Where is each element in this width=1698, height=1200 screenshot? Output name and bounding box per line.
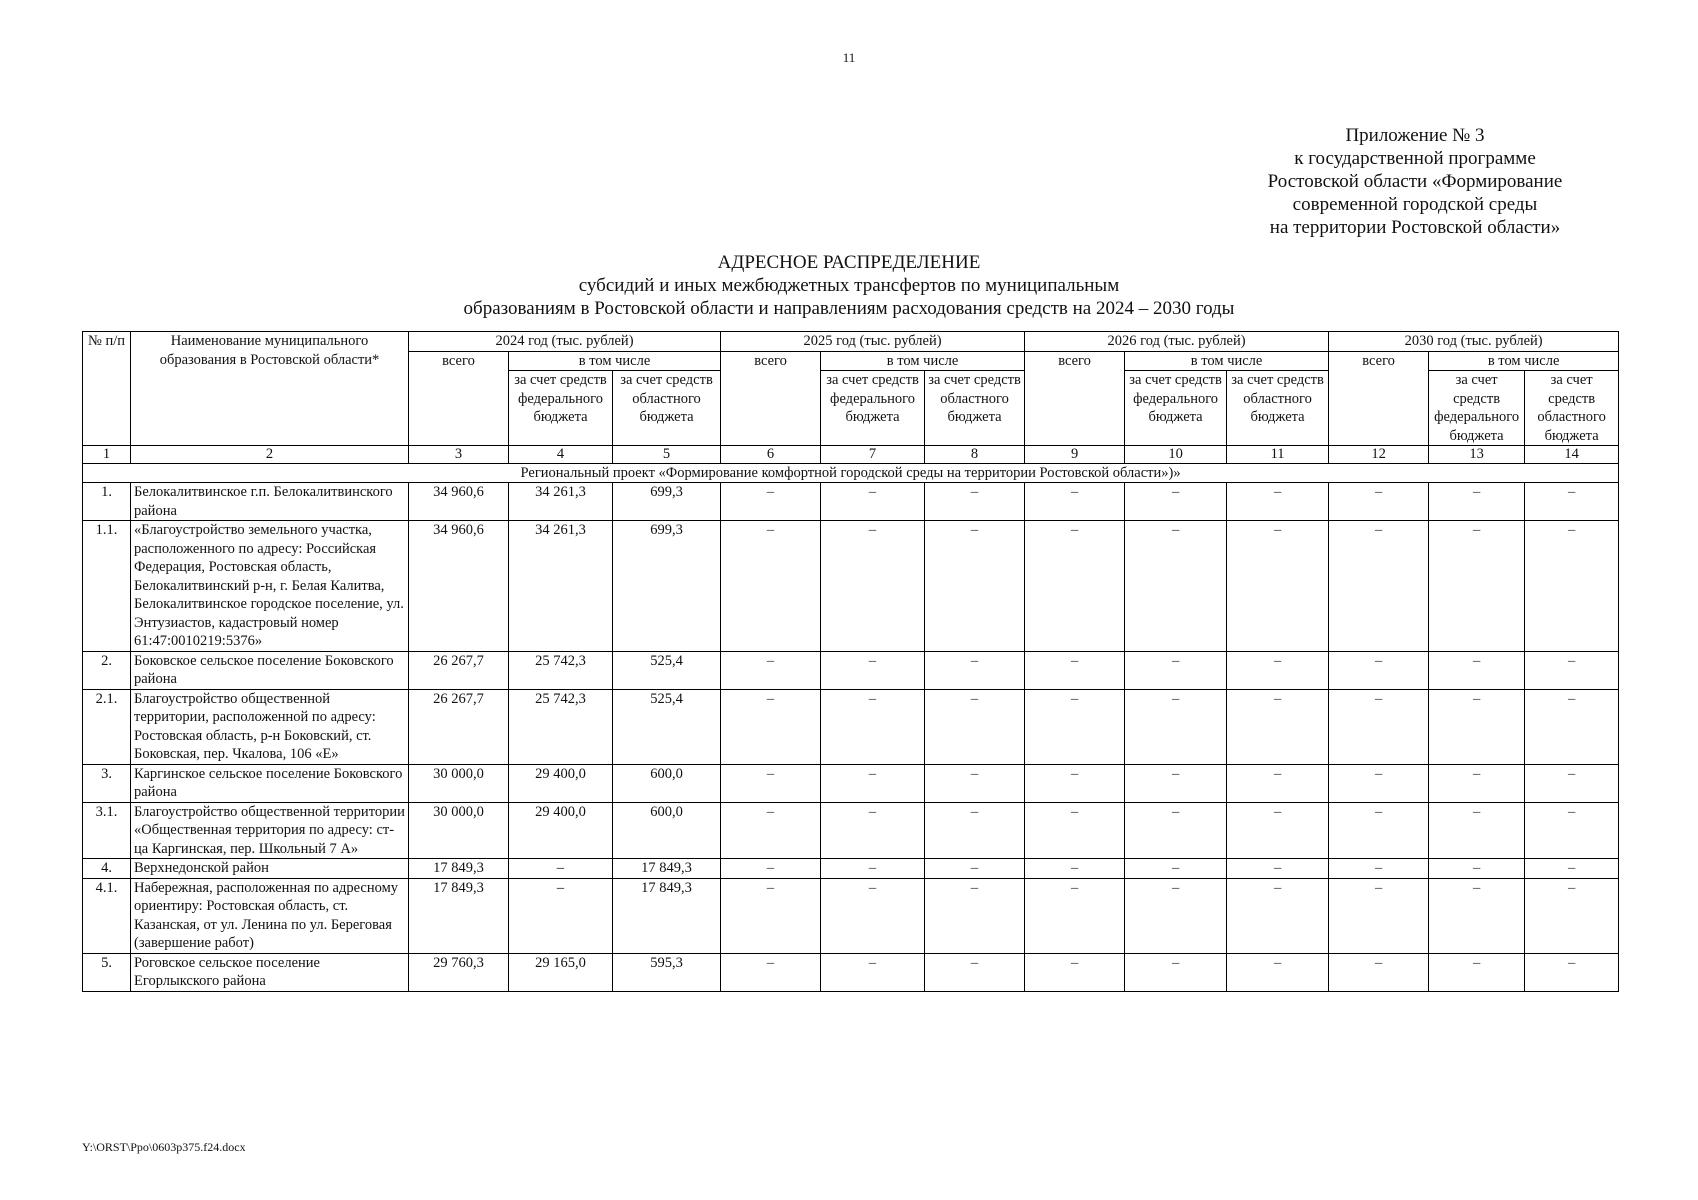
- municipality-name: Белокалитвинское г.п. Белокалитвинского района: [131, 483, 409, 521]
- municipality-name: Благоустройство общественной территории, расположенной по адресу: Ростовская область, р-н Боковский, ст. Боковская, пер. Чкалова, 106 «Е»: [131, 689, 409, 764]
- value-cell: –: [1525, 878, 1619, 953]
- value-cell: –: [925, 689, 1025, 764]
- appendix-line: к государственной программе: [1294, 148, 1536, 169]
- value-cell: –: [821, 689, 925, 764]
- header-total: всего: [409, 351, 509, 446]
- value-cell: –: [1429, 859, 1525, 879]
- value-cell: –: [1125, 483, 1227, 521]
- regional-2024: 699,3: [613, 483, 721, 521]
- value-cell: –: [1429, 521, 1525, 652]
- municipality-name: Верхнедонской район: [131, 859, 409, 879]
- total-2024: 26 267,7: [409, 651, 509, 689]
- header-name: Наименование муниципального образования в Ростовской области*: [131, 332, 409, 446]
- value-cell: –: [1329, 859, 1429, 879]
- federal-2024: –: [509, 878, 613, 953]
- row-number: 4.: [83, 859, 131, 879]
- table-row: [83, 764, 1619, 802]
- row-number: 3.: [83, 764, 131, 802]
- value-cell: –: [1525, 953, 1619, 991]
- value-cell: –: [1025, 953, 1125, 991]
- value-cell: –: [1227, 651, 1329, 689]
- value-cell: –: [1125, 764, 1227, 802]
- value-cell: –: [821, 483, 925, 521]
- value-cell: –: [1227, 689, 1329, 764]
- value-cell: –: [1429, 764, 1525, 802]
- value-cell: –: [1125, 651, 1227, 689]
- value-cell: –: [721, 483, 821, 521]
- value-cell: –: [1025, 483, 1125, 521]
- value-cell: –: [721, 802, 821, 859]
- table-row: [83, 953, 1619, 991]
- header-federal: за счет средств федерального бюджета: [509, 371, 613, 446]
- header-year-2025: 2025 год (тыс. рублей): [721, 332, 1025, 352]
- total-2024: 34 960,6: [409, 521, 509, 652]
- total-2024: 17 849,3: [409, 878, 509, 953]
- title-main: АДРЕСНОЕ РАСПРЕДЕЛЕНИЕ: [717, 252, 981, 273]
- value-cell: –: [1025, 764, 1125, 802]
- value-cell: –: [1227, 859, 1329, 879]
- value-cell: –: [721, 521, 821, 652]
- regional-2024: 17 849,3: [613, 878, 721, 953]
- value-cell: –: [1429, 689, 1525, 764]
- table-row: [83, 859, 1619, 879]
- municipality-name: Благоустройство общественной территории «Общественная территория по адресу: ст-ца Каргинская, пер. Школьный 7 А»: [131, 802, 409, 859]
- value-cell: –: [821, 764, 925, 802]
- row-number: 2.: [83, 651, 131, 689]
- table-row: [83, 521, 1619, 652]
- municipality-name: Набережная, расположенная по адресному ориентиру: Ростовская область, ст. Казанская, от ул. Ленина по ул. Береговая (завершение работ): [131, 878, 409, 953]
- value-cell: –: [1025, 859, 1125, 879]
- appendix-line: на территории Ростовской области»: [1269, 217, 1561, 238]
- value-cell: –: [1025, 651, 1125, 689]
- regional-2024: 525,4: [613, 651, 721, 689]
- header-including: в том числе: [821, 351, 1025, 371]
- municipality-name: Роговское сельское поселение Егорлыкского района: [131, 953, 409, 991]
- value-cell: –: [925, 802, 1025, 859]
- row-number: 1.1.: [83, 521, 131, 652]
- header-total: всего: [721, 351, 821, 446]
- column-number: 1: [83, 446, 131, 464]
- appendix-caption: [1240, 124, 1590, 239]
- column-number: 10: [1125, 446, 1227, 464]
- value-cell: –: [1329, 521, 1429, 652]
- header-federal: за счет средств федерального бюджета: [1429, 371, 1525, 446]
- total-2024: 29 760,3: [409, 953, 509, 991]
- total-2024: 30 000,0: [409, 802, 509, 859]
- row-number: 3.1.: [83, 802, 131, 859]
- header-regional: за счет средств областного бюджета: [1227, 371, 1329, 446]
- value-cell: –: [925, 953, 1025, 991]
- value-cell: –: [1227, 521, 1329, 652]
- value-cell: –: [1125, 859, 1227, 879]
- municipality-name: «Благоустройство земельного участка, расположенного по адресу: Российская Федерация, Ростовская область, Белокалитвинский р-н, г. Белая Калитва, Белокалитвинское городское поселение, ул. Энтузиастов, кадастровый номер 61:47:0010219:5376»: [131, 521, 409, 652]
- municipality-name: Боковское сельское поселение Боковского района: [131, 651, 409, 689]
- value-cell: –: [1329, 689, 1429, 764]
- header-year-2030: 2030 год (тыс. рублей): [1329, 332, 1619, 352]
- value-cell: –: [1429, 953, 1525, 991]
- header-year-2024: 2024 год (тыс. рублей): [409, 332, 721, 352]
- value-cell: –: [925, 764, 1025, 802]
- regional-2024: 600,0: [613, 764, 721, 802]
- value-cell: –: [721, 859, 821, 879]
- header-including: в том числе: [1125, 351, 1329, 371]
- value-cell: –: [821, 878, 925, 953]
- value-cell: –: [1227, 953, 1329, 991]
- total-2024: 34 960,6: [409, 483, 509, 521]
- value-cell: –: [1025, 802, 1125, 859]
- value-cell: –: [821, 651, 925, 689]
- column-number: 6: [721, 446, 821, 464]
- row-number: 1.: [83, 483, 131, 521]
- value-cell: –: [1429, 878, 1525, 953]
- title-line-2: субсидий и иных межбюджетных трансфертов по муниципальным: [578, 275, 1120, 296]
- value-cell: –: [1525, 521, 1619, 652]
- appendix-line: современной городской среды: [1292, 194, 1538, 215]
- value-cell: –: [721, 651, 821, 689]
- column-number: 8: [925, 446, 1025, 464]
- column-number: 14: [1525, 446, 1619, 464]
- total-2024: 26 267,7: [409, 689, 509, 764]
- value-cell: –: [1125, 878, 1227, 953]
- value-cell: –: [1227, 764, 1329, 802]
- row-number: 5.: [83, 953, 131, 991]
- appendix-line: Ростовской области «Формирование: [1267, 171, 1563, 192]
- page-number: 11: [842, 50, 856, 65]
- value-cell: –: [1329, 651, 1429, 689]
- header-federal: за счет средств федерального бюджета: [1125, 371, 1227, 446]
- column-number: 11: [1227, 446, 1329, 464]
- value-cell: –: [1329, 802, 1429, 859]
- value-cell: –: [1525, 764, 1619, 802]
- regional-2024: 525,4: [613, 689, 721, 764]
- document-title: [0, 251, 1698, 320]
- value-cell: –: [1329, 483, 1429, 521]
- regional-2024: 699,3: [613, 521, 721, 652]
- table-row: [83, 651, 1619, 689]
- value-cell: –: [1525, 483, 1619, 521]
- value-cell: –: [1125, 802, 1227, 859]
- value-cell: –: [925, 878, 1025, 953]
- value-cell: –: [1125, 521, 1227, 652]
- project-title: Региональный проект «Формирование комфортной городской среды на территории Ростовской области»)»: [83, 464, 1619, 483]
- header-total: всего: [1025, 351, 1125, 446]
- value-cell: –: [721, 878, 821, 953]
- appendix-line: Приложение № 3: [1345, 125, 1485, 146]
- total-2024: 17 849,3: [409, 859, 509, 879]
- regional-2024: 600,0: [613, 802, 721, 859]
- value-cell: –: [721, 953, 821, 991]
- column-number: 4: [509, 446, 613, 464]
- value-cell: –: [1025, 521, 1125, 652]
- table-row: [83, 802, 1619, 859]
- table-body: [83, 446, 1619, 992]
- header-regional: за счет средств областного бюджета: [613, 371, 721, 446]
- federal-2024: 29 400,0: [509, 802, 613, 859]
- value-cell: –: [1227, 802, 1329, 859]
- column-number: 7: [821, 446, 925, 464]
- value-cell: –: [1125, 689, 1227, 764]
- header-no: № п/п: [83, 332, 131, 446]
- municipality-name: Каргинское сельское поселение Боковского района: [131, 764, 409, 802]
- value-cell: –: [1429, 651, 1525, 689]
- column-number: 13: [1429, 446, 1525, 464]
- header-year-2026: 2026 год (тыс. рублей): [1025, 332, 1329, 352]
- regional-2024: 595,3: [613, 953, 721, 991]
- table-row: [83, 878, 1619, 953]
- column-number: 9: [1025, 446, 1125, 464]
- value-cell: –: [1227, 878, 1329, 953]
- header-including: в том числе: [509, 351, 721, 371]
- value-cell: –: [1227, 483, 1329, 521]
- row-number: 4.1.: [83, 878, 131, 953]
- value-cell: –: [1329, 878, 1429, 953]
- row-number: 2.1.: [83, 689, 131, 764]
- column-number: 3: [409, 446, 509, 464]
- column-number: 2: [131, 446, 409, 464]
- header-total: всего: [1329, 351, 1429, 446]
- value-cell: –: [1429, 802, 1525, 859]
- value-cell: –: [1429, 483, 1525, 521]
- total-2024: 30 000,0: [409, 764, 509, 802]
- table-row: [83, 689, 1619, 764]
- value-cell: –: [1025, 689, 1125, 764]
- federal-2024: 34 261,3: [509, 521, 613, 652]
- value-cell: –: [925, 521, 1025, 652]
- header-regional: за счет средств областного бюджета: [1525, 371, 1619, 446]
- project-row: [83, 464, 1619, 483]
- value-cell: –: [1525, 689, 1619, 764]
- value-cell: –: [821, 802, 925, 859]
- value-cell: –: [1525, 651, 1619, 689]
- column-number-row: [83, 446, 1619, 464]
- value-cell: –: [721, 689, 821, 764]
- header-federal: за счет средств федерального бюджета: [821, 371, 925, 446]
- value-cell: –: [925, 859, 1025, 879]
- column-number: 12: [1329, 446, 1429, 464]
- distribution-table: [82, 331, 1619, 992]
- value-cell: –: [1329, 953, 1429, 991]
- value-cell: –: [925, 651, 1025, 689]
- file-path-footer: Y:\ORST\Ppo\0603p375.f24.docx: [82, 1140, 246, 1154]
- value-cell: –: [821, 521, 925, 652]
- column-number: 5: [613, 446, 721, 464]
- federal-2024: 25 742,3: [509, 651, 613, 689]
- value-cell: –: [925, 483, 1025, 521]
- value-cell: –: [721, 764, 821, 802]
- federal-2024: 34 261,3: [509, 483, 613, 521]
- value-cell: –: [1125, 953, 1227, 991]
- federal-2024: 25 742,3: [509, 689, 613, 764]
- value-cell: –: [1525, 802, 1619, 859]
- value-cell: –: [1525, 859, 1619, 879]
- header-regional: за счет средств областного бюджета: [925, 371, 1025, 446]
- value-cell: –: [821, 953, 925, 991]
- federal-2024: 29 400,0: [509, 764, 613, 802]
- table-row: [83, 483, 1619, 521]
- federal-2024: –: [509, 859, 613, 879]
- regional-2024: 17 849,3: [613, 859, 721, 879]
- value-cell: –: [1025, 878, 1125, 953]
- title-line-3: образованиям в Ростовской области и направлениям расходования средств на 2024 – 2030 годы: [463, 298, 1235, 319]
- value-cell: –: [821, 859, 925, 879]
- value-cell: –: [1329, 764, 1429, 802]
- header-including: в том числе: [1429, 351, 1619, 371]
- federal-2024: 29 165,0: [509, 953, 613, 991]
